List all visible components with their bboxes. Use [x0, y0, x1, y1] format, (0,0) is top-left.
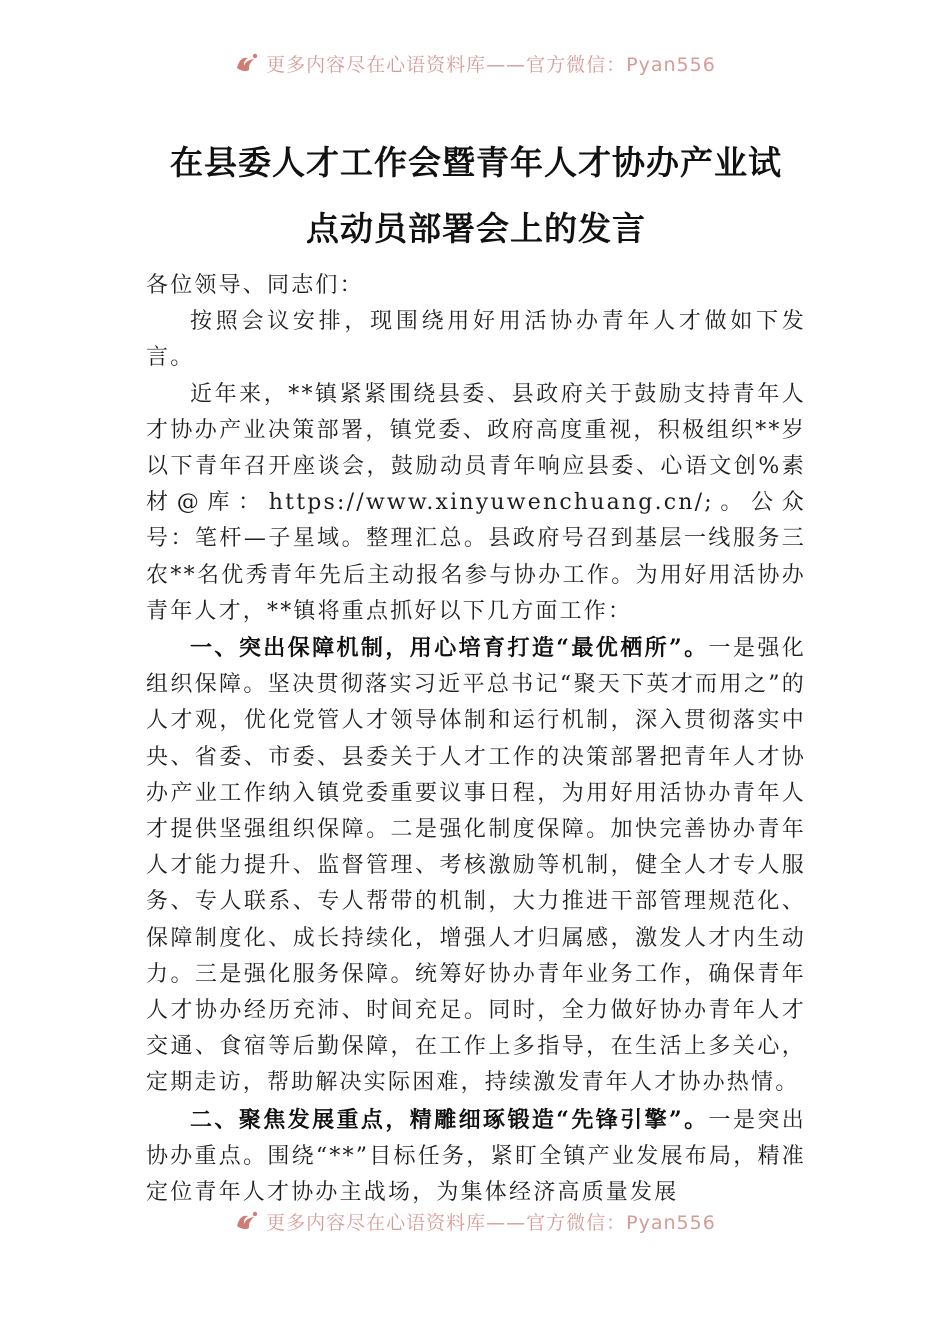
watermark-banner-bottom — [0, 1210, 950, 1250]
section-1-body: 一是强化组织保障。坚决贯彻落实习近平总书记“聚天下英才而用之”的人才观，优化党管人才领导体制和运行机制，深入贯彻落实中央、省委、市委、县委关于人才工作的决策部署把青年人才协办产业工作纳入镇党委重要议事日程，为用好用活协办青年人才提供坚强组织保障。二是强化制度保障。加快完善协办青年人才能力提升、监督管理、考核激励等机制，健全人才专人服务、专人联系、专人帮带的机制，大力推进干部管理规范化、保障制度化、成长持续化，增强人才归属感，激发人才内生动力。三是强化服务保障。统筹好协办青年业务工作，确保青年人才协办经历充沛、时间充足。同时，全力做好协办青年人才交通、食宿等后勤保障，在工作上多指导，在生活上多关心，定期走访，帮助解决实际困难，持续激发青年人才协办热情。 — [146, 636, 806, 1096]
watermark-bottom — [234, 1210, 716, 1235]
watermark-text: 更多内容尽在心语资料库——官方微信：Pyan556 — [266, 53, 716, 76]
section-2-body: 一是突出协办重点。围绕“**”目标任务，紧盯全镇产业发展布局，精准定位青年人才协办主战场，为集体经济高质量发展 — [146, 1107, 806, 1206]
salutation: 各位领导、同志们： — [146, 273, 364, 298]
watermark-text: 更多内容尽在心语资料库——官方微信：Pyan556 — [266, 1211, 716, 1234]
section-2-heading: 二、聚焦发展重点，精雕细琢锻造“先锋引擎”。 — [190, 1106, 709, 1133]
document-title — [146, 130, 806, 262]
section-1-heading: 一、突出保障机制，用心培育打造“最优栖所”。 — [190, 635, 709, 662]
brand-logo-icon — [234, 52, 260, 74]
section-1 — [146, 630, 806, 1102]
document-body — [146, 268, 806, 1211]
brand-logo-icon — [234, 1210, 260, 1232]
watermark-banner-top — [0, 52, 950, 92]
title-line-2: 点动员部署会上的发言 — [306, 209, 646, 248]
paragraph-intro: 按照会议安排，现围绕用好用活协办青年人才做如下发言。 — [146, 309, 806, 371]
document-page — [146, 130, 806, 1211]
paragraph-background: 近年来，**镇紧紧围绕县委、县政府关于鼓励支持青年人才协办产业决策部署，镇党委、政府高度重视，积极组织**岁以下青年召开座谈会，鼓励动员青年响应县委、心语文创%素材@库：https://www.xinyuwenchuang.cn/;。公众号：笔杆—子星域。整理汇总。县政府号召到基层一线服务三农**名优秀青年先后主动报名参与协办工作。为用好用活协办青年人才，**镇将重点抓好以下几方面工作： — [146, 381, 806, 624]
section-2 — [146, 1102, 806, 1212]
title-line-1: 在县委人才工作会暨青年人才协办产业试 — [170, 143, 782, 182]
watermark-top — [234, 52, 716, 77]
